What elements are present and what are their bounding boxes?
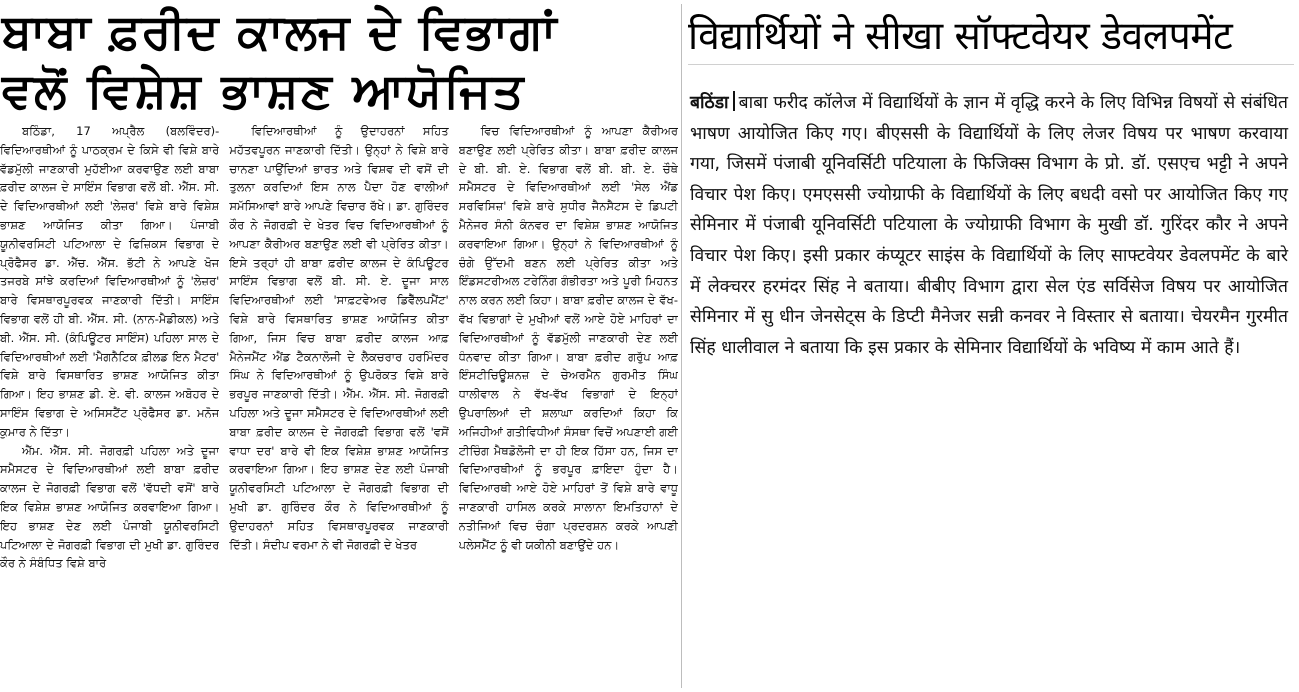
article-divider [681, 4, 682, 688]
dateline-separator [733, 91, 735, 111]
punjabi-headline-line-2: ਵਲੋਂ ਵਿਸ਼ੇਸ਼ ਭਾਸ਼ਣ ਆਯੋਜਿਤ [2, 63, 526, 119]
hindi-article [688, 0, 1294, 692]
hindi-body-text: बाबा फरीद कॉलेज में विद्यार्थियों के ज्ञान में वृद्धि करने के लिए विभिन्न विषयों से संबंधित भाषण आयोजित किए गए। बीएससी के विद्यार्थियों के लिए लेजर विषय पर भाषण करवाया गया, जिसमें पंजाबी यूनिवर्सिटी पटियाला के फिजिक्स विभाग के प्रो. डॉ. एसएच भट्टी ने अपने विचार पेश किए। एमएससी ज्योग्राफी के विद्यार्थियों के लिए बधदी वसो पर आयोजित किए गए सेमिनार में पंजाबी यूनिवर्सिटी पटियाला के ज्योग्राफी विभाग के मुखी डॉ. गुरिंदर कौर ने अपने विचार पेश किए। इसी प्रकार कंप्यूटर साइंस के विद्यार्थियों के लिए साफ्टवेयर डेवलपमेंट के बारे में लेक्चरर हरमंदर सिंह ने बताया। बीबीए विभाग द्वारा सेल एंड सर्विसेज विषय पर आयोजित सेमिनार में सु धीन जेनसेट्स के डिप्टी मैनेजर सन्नी कनवर ने विस्तार से बताया। चेयरमैन गुरमीत सिंह धालीवाल ने बताया कि इस प्रकार के सेमिनार विद्यार्थियों के भविष्य में काम आते हैं। [690, 93, 1288, 358]
hindi-dateline: बठिंडा [690, 93, 729, 113]
punjabi-paragraph: ਵਿਦਿਆਰਥੀਆਂ ਨੂੰ ਉਦਾਹਰਨਾਂ ਸਹਿਤ ਮਹੱਤਵਪੂਰਨ ਜਾਣਕਾਰੀ ਦਿੱਤੀ। ਉਨ੍ਹਾਂ ਨੇ ਵਿਸ਼ੇ ਬਾਰੇ ਚਾਨਣਾ ਪਾਉਂਦਿਆਂ ਭਾਰਤ ਅਤੇ ਵਿਸ਼ਵ ਦੀ ਵਸੋਂ ਦੀ ਤੁਲਨਾ ਕਰਦਿਆਂ ਇਸ ਨਾਲ ਪੈਦਾ ਹੋਣ ਵਾਲੀਆਂ ਸਮੱਸਿਆਵਾਂ ਬਾਰੇ ਆਪਣੇ ਵਿਚਾਰ ਰੱਖੇ। ਡਾ. ਗੁਰਿੰਦਰ ਕੌਰ ਨੇ ਜੋਗਰਫ਼ੀ ਦੇ ਖੇਤਰ ਵਿਚ ਵਿਦਿਆਰਥੀਆਂ ਨੂੰ ਆਪਣਾ ਕੈਰੀਅਰ ਬਣਾਉਣ ਲਈ ਵੀ ਪ੍ਰੇਰਿਤ ਕੀਤਾ। ਇਸੇ ਤਰ੍ਹਾਂ ਹੀ ਬਾਬਾ ਫ਼ਰੀਦ ਕਾਲਜ ਦੇ ਕੰਪਿਊਟਰ ਸਾਇੰਸ ਵਿਭਾਗ ਵਲੋਂ ਬੀ. ਸੀ. ਏ. ਦੂਜਾ ਸਾਲ ਵਿਦਿਆਰਥੀਆਂ ਲਈ 'ਸਾਫ਼ਟਵੇਅਰ ਡਿਵੈੱਲਪਮੈਂਟ' ਵਿਸ਼ੇ ਬਾਰੇ ਵਿਸਥਾਰਿਤ ਭਾਸ਼ਣ ਆਯੋਜਿਤ ਕੀਤਾ ਗਿਆ, ਜਿਸ ਵਿਚ ਬਾਬਾ ਫ਼ਰੀਦ ਕਾਲਜ ਆਫ਼ ਮੈਨੇਜਮੈਂਟ ਐਂਡ ਟੈਕਨਾਲੋਜੀ ਦੇ ਲੈਕਚਰਾਰ ਹਰਮਿੰਦਰ ਸਿੰਘ ਨੇ ਵਿਦਿਆਰਥੀਆਂ ਨੂੰ ਉਪਰੋਕਤ ਵਿਸ਼ੇ ਬਾਰੇ ਭਰਪੂਰ ਜਾਣਕਾਰੀ ਦਿੱਤੀ। ਐੱਮ. ਐੱਸ. ਸੀ. ਜੋਗਰਫ਼ੀ ਪਹਿਲਾ ਅਤੇ ਦੂਜਾ ਸਮੈਸਟਰ ਦੇ ਵਿਦਿਆਰਥੀਆਂ ਲਈ ਬਾਬਾ ਫ਼ਰੀਦ ਕਾਲਜ ਦੇ ਜੋਗਰਫ਼ੀ ਵਿਭਾਗ ਵਲੋਂ 'ਵਸੋਂ ਵਾਧਾ ਦਰ' ਬਾਰੇ ਵੀ ਇਕ ਵਿਸ਼ੇਸ਼ ਭਾਸ਼ਣ ਆਯੋਜਿਤ ਕਰਵਾਇਆ ਗਿਆ। ਇਹ ਭਾਸ਼ਣ ਦੇਣ ਲਈ ਪੰਜਾਬੀ ਯੂਨੀਵਰਸਿਟੀ ਪਟਿਆਲਾ ਦੇ ਜੋਗਰਫ਼ੀ ਵਿਭਾਗ ਦੀ ਮੁਖੀ ਡਾ. ਗੁਰਿੰਦਰ ਕੌਰ ਨੇ ਵਿਦਿਆਰਥੀਆਂ ਨੂੰ ਉਦਾਹਰਨਾਂ ਸਹਿਤ ਵਿਸਥਾਰਪੂਰਵਕ ਜਾਣਕਾਰੀ ਦਿੱਤੀ। ਸੰਦੀਪ ਵਰਮਾ ਨੇ ਵੀ ਜੋਗਰਫ਼ੀ ਦੇ ਖੇਤਰ [229, 124, 449, 552]
hindi-headline: विद्यार्थियों ने सीखा सॉफ्टवेयर डेवलपमेंट [688, 10, 1294, 65]
punjabi-paragraph: ਐੱਮ. ਐੱਸ. ਸੀ. ਜੋਗਰਫ਼ੀ ਪਹਿਲਾ ਅਤੇ ਦੂਜਾ ਸਮੈਸਟਰ ਦੇ ਵਿਦਿਆਰਥੀਆਂ ਲਈ ਬਾਬਾ ਫ਼ਰੀਦ ਕਾਲਜ ਦੇ ਜੋਗਰਫ਼ੀ ਵਿਭਾਗ ਵਲੋਂ 'ਵੱਧਦੀ ਵਸੋਂ' ਬਾਰੇ ਇਕ ਵਿਸ਼ੇਸ਼ ਭਾਸ਼ਣ ਆਯੋਜਿਤ ਕਰਵਾਇਆ ਗਿਆ। ਇਹ ਭਾਸ਼ਣ ਦੇਣ ਲਈ ਪੰਜਾਬੀ ਯੂਨੀਵਰਸਿਟੀ ਪਟਿਆਲਾ ਦੇ ਜੋਗਰਫ਼ੀ ਵਿਭਾਗ ਦੀ ਮੁਖੀ ਡਾ. ਗੁਰਿੰਦਰ ਕੌਰ ਨੇ ਸੰਬੰਧਿਤ ਵਿਸ਼ੇ ਬਾਰੇ [0, 443, 220, 571]
punjabi-column-2 [229, 122, 448, 688]
punjabi-column-1 [0, 122, 219, 688]
hindi-body [690, 88, 1288, 363]
punjabi-headline-line-1: ਬਾਬਾ ਫ਼ਰੀਦ ਕਾਲਜ ਦੇ ਵਿਭਾਗਾਂ [2, 4, 558, 60]
punjabi-paragraph: ਬਠਿੰਡਾ, 17 ਅਪ੍ਰੈਲ (ਬਲਵਿੰਦਰ)- ਵਿਦਿਆਰਥੀਆਂ ਨੂੰ ਪਾਠਕ੍ਰਮ ਦੇ ਕਿਸੇ ਵੀ ਵਿਸ਼ੇ ਬਾਰੇ ਵੱਡਮੁੱਲੀ ਜਾਣਕਾਰੀ ਮੁਹੱਈਆ ਕਰਵਾਉਣ ਲਈ ਬਾਬਾ ਫ਼ਰੀਦ ਕਾਲਜ ਦੇ ਸਾਇੰਸ ਵਿਭਾਗ ਵਲੋਂ ਬੀ. ਐੱਸ. ਸੀ. ਦੇ ਵਿਦਿਆਰਥੀਆਂ ਲਈ 'ਲੇਜ਼ਰ' ਵਿਸ਼ੇ ਬਾਰੇ ਵਿਸ਼ੇਸ਼ ਭਾਸ਼ਣ ਆਯੋਜਿਤ ਕੀਤਾ ਗਿਆ। ਪੰਜਾਬੀ ਯੂਨੀਵਰਸਿਟੀ ਪਟਿਆਲਾ ਦੇ ਫਿਜ਼ਿਕਸ ਵਿਭਾਗ ਦੇ ਪ੍ਰੋਫੈਸਰ ਡਾ. ਐੱਚ. ਐੱਸ. ਭੱਟੀ ਨੇ ਆਪਣੇ ਖੋਜ ਤਜਰਬੇ ਸਾਂਝੇ ਕਰਦਿਆਂ ਵਿਦਿਆਰਥੀਆਂ ਨੂੰ 'ਲੇਜ਼ਰ' ਬਾਰੇ ਵਿਸਥਾਰਪੂਰਵਕ ਜਾਣਕਾਰੀ ਦਿੱਤੀ। ਸਾਇੰਸ ਵਿਭਾਗ ਵਲੋਂ ਹੀ ਬੀ. ਐੱਸ. ਸੀ. (ਨਾਨ-ਮੈਡੀਕਲ) ਅਤੇ ਬੀ. ਐੱਸ. ਸੀ. (ਕੰਪਿਊਟਰ ਸਾਇੰਸ) ਪਹਿਲਾ ਸਾਲ ਦੇ ਵਿਦਿਆਰਥੀਆਂ ਲਈ 'ਮੈਗਨੈਟਿਕ ਫ਼ੀਲਡ ਇਨ ਮੈਟਰ' ਵਿਸ਼ੇ ਬਾਰੇ ਵਿਸਥਾਰਿਤ ਭਾਸ਼ਣ ਆਯੋਜਿਤ ਕੀਤਾ ਗਿਆ। ਇਹ ਭਾਸ਼ਣ ਡੀ. ਏ. ਵੀ. ਕਾਲਜ ਅਬੋਹਰ ਦੇ ਸਾਇੰਸ ਵਿਭਾਗ ਦੇ ਅਸਿਸਟੈਂਟ ਪ੍ਰੋਫੈਸਰ ਡਾ. ਮਨੋਜ ਕੁਮਾਰ ਨੇ ਦਿੱਤਾ। [0, 124, 220, 439]
punjabi-column-3 [459, 122, 678, 688]
hindi-paragraph [690, 88, 1288, 363]
punjabi-headline [2, 4, 678, 122]
punjabi-paragraph: ਵਿਚ ਵਿਦਿਆਰਥੀਆਂ ਨੂੰ ਆਪਣਾ ਕੈਰੀਅਰ ਬਣਾਉਣ ਲਈ ਪ੍ਰੇਰਿਤ ਕੀਤਾ। ਬਾਬਾ ਫ਼ਰੀਦ ਕਾਲਜ ਦੇ ਬੀ. ਬੀ. ਏ. ਵਿਭਾਗ ਵਲੋਂ ਬੀ. ਬੀ. ਏ. ਚੌਥੇ ਸਮੈਸਟਰ ਦੇ ਵਿਦਿਆਰਥੀਆਂ ਲਈ 'ਸੇਲ ਐਂਡ ਸਰਵਿਸਿਜ਼' ਵਿਸ਼ੇ ਬਾਰੇ ਸੁਧੀਰ ਜੈਨਸੈਟਸ ਦੇ ਡਿਪਟੀ ਮੈਨੇਜਰ ਸੰਨੀ ਕੰਨਵਰ ਦਾ ਵਿਸ਼ੇਸ਼ ਭਾਸ਼ਣ ਆਯੋਜਿਤ ਕਰਵਾਇਆ ਗਿਆ। ਉਨ੍ਹਾਂ ਨੇ ਵਿਦਿਆਰਥੀਆਂ ਨੂੰ ਚੰਗੇ ਉੱਦਮੀ ਬਣਨ ਲਈ ਪ੍ਰੇਰਿਤ ਕੀਤਾ ਅਤੇ ਇੰਡਸਟਰੀਅਲ ਟਰੇਨਿੰਗ ਗੰਭੀਰਤਾ ਅਤੇ ਪੂਰੀ ਮਿਹਨਤ ਨਾਲ ਕਰਨ ਲਈ ਕਿਹਾ। ਬਾਬਾ ਫ਼ਰੀਦ ਕਾਲਜ ਦੇ ਵੱਖ-ਵੱਖ ਵਿਭਾਗਾਂ ਦੇ ਮੁਖੀਆਂ ਵਲੋਂ ਆਏ ਹੋਏ ਮਾਹਿਰਾਂ ਦਾ ਵਿਦਿਆਰਥੀਆਂ ਨੂੰ ਵੱਡਮੁੱਲੀ ਜਾਣਕਾਰੀ ਦੇਣ ਲਈ ਧੰਨਵਾਦ ਕੀਤਾ ਗਿਆ। ਬਾਬਾ ਫ਼ਰੀਦ ਗਰੁੱਪ ਆਫ਼ ਇੰਸਟੀਚਿਊਸ਼ਨਜ਼ ਦੇ ਚੇਅਰਮੈਨ ਗੁਰਮੀਤ ਸਿੰਘ ਧਾਲੀਵਾਲ ਨੇ ਵੱਖ-ਵੱਖ ਵਿਭਾਗਾਂ ਦੇ ਇਨ੍ਹਾਂ ਉਪਰਾਲਿਆਂ ਦੀ ਸ਼ਲਾਘਾ ਕਰਦਿਆਂ ਕਿਹਾ ਕਿ ਅਜਿਹੀਆਂ ਗਤੀਵਿਧੀਆਂ ਸੰਸਥਾ ਵਿਚੋਂ ਅਪਣਾਈ ਗਈ ਟੀਚਿੰਗ ਮੈਥਡੋਲੋਜੀ ਦਾ ਹੀ ਇਕ ਹਿੱਸਾ ਹਨ, ਜਿਸ ਦਾ ਵਿਦਿਆਰਥੀਆਂ ਨੂੰ ਭਰਪੂਰ ਫ਼ਾਇਦਾ ਹੁੰਦਾ ਹੈ। ਵਿਦਿਆਰਥੀ ਆਏ ਹੋਏ ਮਾਹਿਰਾਂ ਤੋਂ ਵਿਸ਼ੇ ਬਾਰੇ ਵਾਧੂ ਜਾਣਕਾਰੀ ਹਾਸਿਲ ਕਰਕੇ ਸਾਲਾਨਾ ਇਮਤਿਹਾਨਾਂ ਦੇ ਨਤੀਜਿਆਂ ਵਿਚ ਚੰਗਾ ਪ੍ਰਦਰਸ਼ਨ ਕਰਕੇ ਆਪਣੀ ਪਲੇਸਮੈਂਟ ਨੂੰ ਵੀ ਯਕੀਨੀ ਬਣਾਉਂਦੇ ਹਨ। [458, 124, 678, 552]
punjabi-body-columns [0, 122, 678, 688]
